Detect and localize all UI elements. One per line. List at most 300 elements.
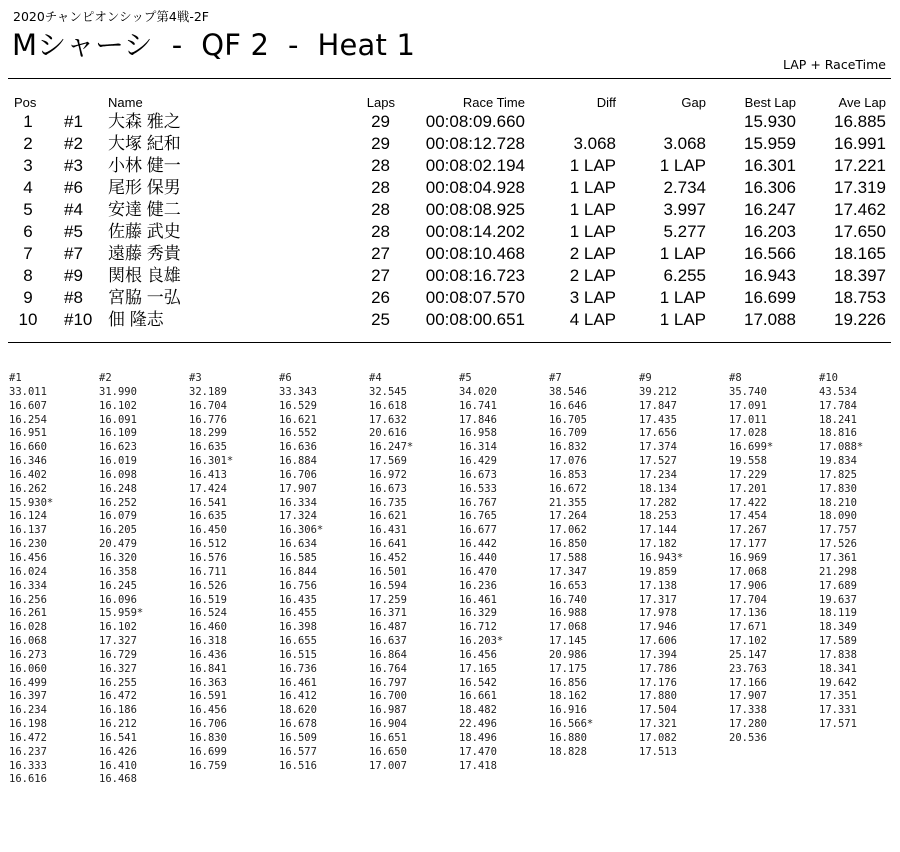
- race-time: 00:08:04.928: [425, 178, 525, 197]
- lap-time: 16.091: [99, 413, 137, 426]
- lap-time: 16.487: [369, 621, 407, 634]
- lap-time: 18.828: [549, 745, 587, 758]
- lap-time: 16.904: [369, 718, 407, 731]
- lap-time: 16.616: [9, 773, 47, 786]
- lap-time: 16.621: [369, 510, 407, 523]
- lap-time: 17.234: [639, 468, 677, 481]
- lap-time: 17.435: [639, 413, 677, 426]
- lap-column-car: #10: [819, 372, 838, 384]
- race-time: 00:08:09.660: [425, 112, 525, 131]
- lap-time: 17.088*: [819, 441, 864, 454]
- best-lap: 16.566: [744, 244, 796, 263]
- lap-time: 16.830: [189, 731, 227, 744]
- driver-name: 大塚 紀和: [108, 134, 181, 153]
- results-row: [0, 265, 900, 287]
- position: 3: [23, 156, 33, 175]
- race-time: 00:08:14.202: [425, 222, 525, 241]
- lap-time: 39.212: [639, 385, 677, 398]
- lap-time: 17.136: [729, 607, 767, 620]
- results-row: [0, 111, 900, 133]
- lap-time: 20.536: [729, 731, 767, 744]
- laps-count: 28: [371, 178, 390, 197]
- position: 10: [18, 310, 38, 329]
- lap-time: 16.524: [189, 607, 227, 620]
- ave-lap: 17.650: [834, 222, 886, 241]
- lap-time: 16.850: [549, 538, 587, 551]
- lap-time: 17.082: [639, 731, 677, 744]
- gap-value: 1 LAP: [659, 244, 706, 263]
- lap-time: 16.456: [189, 704, 227, 717]
- lap-time: 16.880: [549, 731, 587, 744]
- lap-time: 17.422: [729, 496, 767, 509]
- driver-name: 佃 隆志: [108, 310, 164, 329]
- driver-name: 安達 健二: [108, 200, 181, 219]
- lap-time: 16.234: [9, 704, 47, 717]
- lap-time: 16.542: [459, 676, 497, 689]
- lap-time: 18.349: [819, 621, 857, 634]
- lap-time: 17.138: [639, 579, 677, 592]
- lap-time: 17.569: [369, 455, 407, 468]
- lap-time: 16.358: [99, 565, 137, 578]
- lap-time: 17.102: [729, 635, 767, 648]
- laps-count: 27: [371, 266, 390, 285]
- lap-time: 16.709: [549, 427, 587, 440]
- gap-value: 5.277: [663, 222, 706, 241]
- lap-time: 16.320: [99, 551, 137, 564]
- lap-time: 17.267: [729, 524, 767, 537]
- lap-time: 19.558: [729, 455, 767, 468]
- race-time: 00:08:12.728: [425, 134, 525, 153]
- col-header-gap: Gap: [681, 95, 706, 110]
- lap-time: 16.098: [99, 468, 137, 481]
- results-header-row: [0, 94, 900, 111]
- driver-name: 佐藤 武史: [108, 222, 181, 241]
- race-time: 00:08:07.570: [425, 288, 525, 307]
- lap-time: 17.374: [639, 441, 677, 454]
- results-table: [0, 94, 900, 331]
- section-divider: [8, 342, 891, 343]
- race-time: 00:08:08.925: [425, 200, 525, 219]
- best-lap: 16.203: [744, 222, 796, 241]
- lap-time: 16.028: [9, 621, 47, 634]
- lap-time: 16.515: [279, 648, 317, 661]
- lap-time: 16.541: [189, 496, 227, 509]
- position: 7: [23, 244, 33, 263]
- lap-time: 16.864: [369, 648, 407, 661]
- lap-time: 17.394: [639, 648, 677, 661]
- lap-time: 17.347: [549, 565, 587, 578]
- lap-time: 16.759: [189, 759, 227, 772]
- lap-time: 16.203*: [459, 635, 504, 648]
- lap-time: 17.786: [639, 662, 677, 675]
- lap-time: 16.402: [9, 468, 47, 481]
- lap-time: 16.248: [99, 482, 137, 495]
- lap-time: 17.907: [279, 482, 317, 495]
- lap-time: 16.499: [9, 676, 47, 689]
- lap-time: 16.776: [189, 413, 227, 426]
- lap-time: 43.534: [819, 385, 857, 398]
- lap-time: 16.566*: [549, 718, 594, 731]
- best-lap: 15.930: [744, 112, 796, 131]
- lap-time: 32.189: [189, 385, 227, 398]
- lap-time: 17.317: [639, 593, 677, 606]
- gap-value: 6.255: [663, 266, 706, 285]
- lap-time: 15.930*: [9, 496, 54, 509]
- lap-time: 31.990: [99, 385, 137, 398]
- diff-value: 3 LAP: [569, 288, 616, 307]
- lap-time: 20.616: [369, 427, 407, 440]
- lap-time: 16.019: [99, 455, 137, 468]
- lap-time: 17.259: [369, 593, 407, 606]
- lap-column-car: #6: [279, 372, 292, 384]
- position: 4: [23, 178, 33, 197]
- lap-time: 16.255: [99, 676, 137, 689]
- ave-lap: 17.319: [834, 178, 886, 197]
- lap-column: [189, 372, 275, 773]
- lap-time: 35.740: [729, 385, 767, 398]
- lap-time: 16.024: [9, 565, 47, 578]
- lap-time: 17.847: [639, 399, 677, 412]
- car-number: #4: [64, 200, 83, 219]
- lap-time: 16.333: [9, 759, 47, 772]
- lap-time: 16.700: [369, 690, 407, 703]
- results-row: [0, 177, 900, 199]
- car-number: #7: [64, 244, 83, 263]
- lap-time: 16.461: [459, 593, 497, 606]
- lap-time: 16.301*: [189, 455, 234, 468]
- position: 9: [23, 288, 33, 307]
- lap-time: 16.634: [279, 538, 317, 551]
- laps-count: 27: [371, 244, 390, 263]
- col-header-ave-lap: Ave Lap: [838, 95, 886, 110]
- lap-time: 17.632: [369, 413, 407, 426]
- race-time: 00:08:10.468: [425, 244, 525, 263]
- lap-time: 16.410: [99, 759, 137, 772]
- diff-value: 4 LAP: [569, 310, 616, 329]
- results-row: [0, 133, 900, 155]
- lap-time: 33.011: [9, 385, 47, 398]
- lap-time: 25.147: [729, 648, 767, 661]
- lap-time: 16.740: [549, 593, 587, 606]
- lap-time: 34.020: [459, 385, 497, 398]
- lap-time: 16.856: [549, 676, 587, 689]
- lap-time: 16.832: [549, 441, 587, 454]
- lap-time: 17.526: [819, 538, 857, 551]
- car-number: #3: [64, 156, 83, 175]
- lap-time: 17.068: [729, 565, 767, 578]
- lap-time: 16.635: [189, 510, 227, 523]
- car-number: #10: [64, 310, 93, 329]
- lap-time: 16.594: [369, 579, 407, 592]
- lap-time: 16.741: [459, 399, 497, 412]
- lap-time: 17.880: [639, 690, 677, 703]
- lap-time: 16.529: [279, 399, 317, 412]
- display-mode-label: LAP + RaceTime: [783, 57, 886, 72]
- lap-time: 19.642: [819, 676, 857, 689]
- lap-time: 16.397: [9, 690, 47, 703]
- lap-time: 17.282: [639, 496, 677, 509]
- lap-time: 23.763: [729, 662, 767, 675]
- diff-value: 1 LAP: [569, 200, 616, 219]
- lap-time: 16.519: [189, 593, 227, 606]
- gap-value: 1 LAP: [659, 288, 706, 307]
- lap-time: 17.978: [639, 607, 677, 620]
- lap-column-car: #2: [99, 372, 112, 384]
- results-row: [0, 243, 900, 265]
- lap-time: 18.090: [819, 510, 857, 523]
- page-title: Mシャーシ - QF 2 - Heat 1: [12, 28, 416, 62]
- best-lap: 16.306: [744, 178, 796, 197]
- lap-time: 17.656: [639, 427, 677, 440]
- lap-time: 19.834: [819, 455, 857, 468]
- lap-time: 18.299: [189, 427, 227, 440]
- driver-name: 関根 良雄: [108, 266, 181, 285]
- lap-time: 16.552: [279, 427, 317, 440]
- col-header-best-lap: Best Lap: [744, 95, 796, 110]
- lap-time: 16.969: [729, 551, 767, 564]
- lap-time: 22.496: [459, 718, 497, 731]
- lap-time: 17.062: [549, 524, 587, 537]
- lap-time: 16.673: [369, 482, 407, 495]
- lap-time: 16.661: [459, 690, 497, 703]
- lap-time: 16.607: [9, 399, 47, 412]
- lap-time: 16.186: [99, 704, 137, 717]
- lap-time: 17.165: [459, 662, 497, 675]
- diff-value: 2 LAP: [569, 244, 616, 263]
- driver-name: 宮脇 一弘: [108, 288, 181, 307]
- lap-time: 16.472: [9, 731, 47, 744]
- lap-time: 16.247*: [369, 441, 414, 454]
- lap-time: 21.355: [549, 496, 587, 509]
- event-name: 2020チャンピオンシップ第4戦-2F: [13, 9, 209, 24]
- lap-time: 16.212: [99, 718, 137, 731]
- lap-time: 17.229: [729, 468, 767, 481]
- best-lap: 16.699: [744, 288, 796, 307]
- lap-time: 16.413: [189, 468, 227, 481]
- car-number: #8: [64, 288, 83, 307]
- lap-time: 17.606: [639, 635, 677, 648]
- lap-time: 16.650: [369, 745, 407, 758]
- lap-time: 16.797: [369, 676, 407, 689]
- lap-time: 17.361: [819, 551, 857, 564]
- lap-time: 16.735: [369, 496, 407, 509]
- lap-time: 17.007: [369, 759, 407, 772]
- lap-time: 16.440: [459, 551, 497, 564]
- lap-column-car: #7: [549, 372, 562, 384]
- ave-lap: 18.165: [834, 244, 886, 263]
- lap-time: 16.363: [189, 676, 227, 689]
- lap-time: 17.176: [639, 676, 677, 689]
- lap-time: 18.241: [819, 413, 857, 426]
- lap-time: 17.351: [819, 690, 857, 703]
- lap-time: 16.711: [189, 565, 227, 578]
- lap-time: 16.262: [9, 482, 47, 495]
- lap-time: 17.504: [639, 704, 677, 717]
- lap-time: 16.456: [9, 551, 47, 564]
- lap-time: 16.646: [549, 399, 587, 412]
- best-lap: 17.088: [744, 310, 796, 329]
- laps-count: 29: [371, 134, 390, 153]
- lap-time: 16.767: [459, 496, 497, 509]
- lap-time: 17.513: [639, 745, 677, 758]
- lap-time: 17.757: [819, 524, 857, 537]
- lap-time: 16.621: [279, 413, 317, 426]
- col-header-name: Name: [108, 95, 143, 110]
- lap-time: 17.177: [729, 538, 767, 551]
- lap-time: 16.541: [99, 731, 137, 744]
- col-header-laps: Laps: [366, 95, 395, 110]
- diff-value: 3.068: [573, 134, 616, 153]
- lap-time: 18.341: [819, 662, 857, 675]
- lap-time: 17.907: [729, 690, 767, 703]
- lap-column: [369, 372, 455, 773]
- laps-count: 28: [371, 156, 390, 175]
- lap-time: 16.109: [99, 427, 137, 440]
- lap-time: 16.512: [189, 538, 227, 551]
- lap-time: 16.705: [549, 413, 587, 426]
- lap-time: 17.424: [189, 482, 227, 495]
- lap-column: [639, 372, 725, 760]
- lap-time: 16.252: [99, 496, 137, 509]
- lap-time: 16.641: [369, 538, 407, 551]
- lap-time: 33.343: [279, 385, 317, 398]
- lap-time: 16.637: [369, 635, 407, 648]
- lap-time: 16.509: [279, 731, 317, 744]
- lap-time: 17.704: [729, 593, 767, 606]
- lap-time: 17.264: [549, 510, 587, 523]
- lap-column-car: #8: [729, 372, 742, 384]
- lap-time: 16.137: [9, 524, 47, 537]
- lap-time: 16.254: [9, 413, 47, 426]
- lap-time: 16.765: [459, 510, 497, 523]
- ave-lap: 16.885: [834, 112, 886, 131]
- lap-time: 16.577: [279, 745, 317, 758]
- lap-time: 16.756: [279, 579, 317, 592]
- race-time: 00:08:16.723: [425, 266, 525, 285]
- lap-column-car: #4: [369, 372, 382, 384]
- lap-time: 16.764: [369, 662, 407, 675]
- gap-value: 3.997: [663, 200, 706, 219]
- lap-time: 20.986: [549, 648, 587, 661]
- race-time: 00:08:00.651: [425, 310, 525, 329]
- lap-time: 17.671: [729, 621, 767, 634]
- lap-time: 18.482: [459, 704, 497, 717]
- ave-lap: 17.221: [834, 156, 886, 175]
- ave-lap: 17.462: [834, 200, 886, 219]
- lap-time: 18.253: [639, 510, 677, 523]
- lap-column-car: #1: [9, 372, 22, 384]
- lap-time: 17.068: [549, 621, 587, 634]
- gap-value: 3.068: [663, 134, 706, 153]
- best-lap: 16.943: [744, 266, 796, 285]
- diff-value: 1 LAP: [569, 222, 616, 241]
- lap-time: 16.412: [279, 690, 317, 703]
- lap-time: 16.460: [189, 621, 227, 634]
- lap-time: 16.660: [9, 441, 47, 454]
- lap-time: 17.454: [729, 510, 767, 523]
- lap-time: 17.166: [729, 676, 767, 689]
- lap-time: 17.327: [99, 635, 137, 648]
- lap-time: 16.706: [279, 468, 317, 481]
- ave-lap: 18.753: [834, 288, 886, 307]
- lap-column: [279, 372, 365, 773]
- car-number: #2: [64, 134, 83, 153]
- lap-time: 16.736: [279, 662, 317, 675]
- lap-time: 38.546: [549, 385, 587, 398]
- lap-time: 17.846: [459, 413, 497, 426]
- laps-count: 29: [371, 112, 390, 131]
- lap-time: 16.334: [279, 496, 317, 509]
- diff-value: 1 LAP: [569, 156, 616, 175]
- lap-time: 16.314: [459, 441, 497, 454]
- lap-time: 16.468: [99, 773, 137, 786]
- lap-time: 16.623: [99, 441, 137, 454]
- lap-time: 17.331: [819, 704, 857, 717]
- lap-time: 17.145: [549, 635, 587, 648]
- lap-time: 17.830: [819, 482, 857, 495]
- lap-time: 16.712: [459, 621, 497, 634]
- lap-time: 17.589: [819, 635, 857, 648]
- lap-column: [459, 372, 545, 773]
- laps-count: 28: [371, 222, 390, 241]
- lap-time: 16.124: [9, 510, 47, 523]
- lap-time: 16.677: [459, 524, 497, 537]
- lap-column-car: #3: [189, 372, 202, 384]
- lap-time: 16.635: [189, 441, 227, 454]
- lap-time: 18.620: [279, 704, 317, 717]
- position: 1: [23, 112, 33, 131]
- lap-time: 16.951: [9, 427, 47, 440]
- lap-time: 16.678: [279, 718, 317, 731]
- lap-time: 16.429: [459, 455, 497, 468]
- ave-lap: 16.991: [834, 134, 886, 153]
- lap-time: 32.545: [369, 385, 407, 398]
- lap-time: 17.906: [729, 579, 767, 592]
- lap-time: 16.853: [549, 468, 587, 481]
- lap-time: 20.479: [99, 538, 137, 551]
- lap-time: 16.987: [369, 704, 407, 717]
- ave-lap: 18.397: [834, 266, 886, 285]
- lap-time: 16.576: [189, 551, 227, 564]
- lap-time: 16.653: [549, 579, 587, 592]
- lap-time: 16.237: [9, 745, 47, 758]
- lap-time: 16.060: [9, 662, 47, 675]
- lap-time: 16.450: [189, 524, 227, 537]
- position: 2: [23, 134, 33, 153]
- lap-column-car: #9: [639, 372, 652, 384]
- lap-time: 16.916: [549, 704, 587, 717]
- lap-time: 16.261: [9, 607, 47, 620]
- lap-time: 17.011: [729, 413, 767, 426]
- lap-time: 16.329: [459, 607, 497, 620]
- lap-time: 17.182: [639, 538, 677, 551]
- lap-time: 16.526: [189, 579, 227, 592]
- lap-time: 16.958: [459, 427, 497, 440]
- laps-count: 28: [371, 200, 390, 219]
- lap-time: 16.327: [99, 662, 137, 675]
- position: 8: [23, 266, 33, 285]
- lap-time: 15.959*: [99, 607, 144, 620]
- lap-time: 16.245: [99, 579, 137, 592]
- lap-time: 16.884: [279, 455, 317, 468]
- lap-time: 19.637: [819, 593, 857, 606]
- lap-time: 16.318: [189, 635, 227, 648]
- car-number: #6: [64, 178, 83, 197]
- lap-time: 16.442: [459, 538, 497, 551]
- lap-time: 16.306*: [279, 524, 324, 537]
- lap-time: 18.816: [819, 427, 857, 440]
- results-row: [0, 199, 900, 221]
